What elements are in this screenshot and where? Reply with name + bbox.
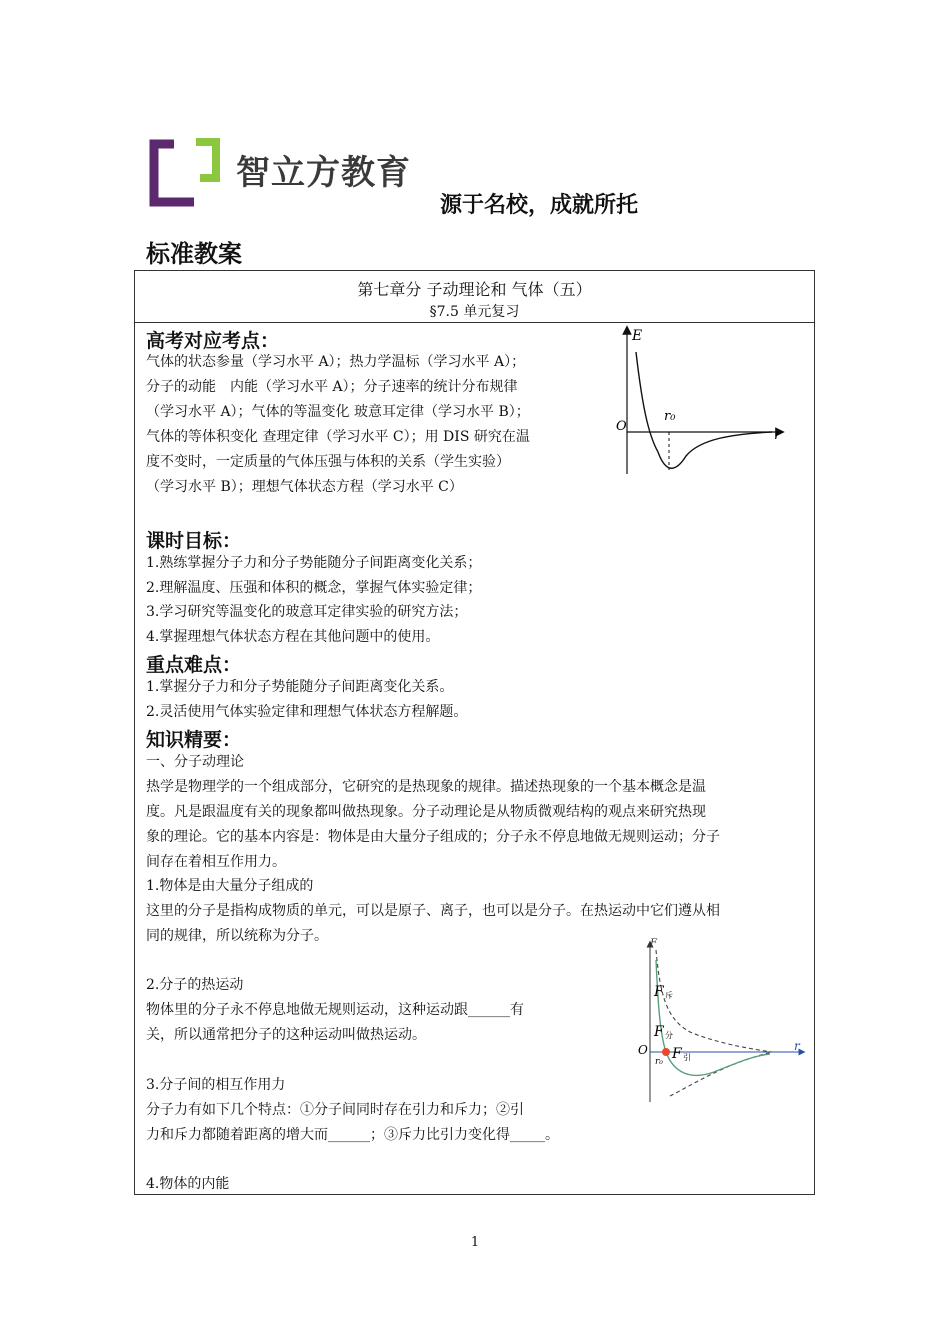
repulsion-sub: 斥	[665, 991, 673, 1000]
net-sub: 分	[665, 1031, 673, 1040]
exam-point-line: 分子的动能 内能（学习水平 A）；分子速率的统计分布规律	[146, 379, 518, 395]
net-label: F	[654, 1024, 664, 1040]
objective-item: 3.学习研究等温变化的玻意耳定律实验的研究方法；	[146, 604, 468, 620]
molecular-force-figure	[634, 934, 810, 1106]
objective-item: 1.熟练掌握分子力和分子势能随分子间距离变化关系；	[146, 555, 482, 571]
exam-points-heading: 高考对应考点：	[146, 330, 280, 352]
s1-line: 同的规律，所以统称为分子。	[146, 928, 328, 944]
energy-curve	[636, 352, 772, 468]
potential-energy-figure	[612, 324, 792, 484]
key-points-heading: 重点难点：	[146, 654, 242, 676]
exam-point-line: 气体的状态参量（学习水平 A）；热力学温标（学习水平 A）；	[146, 354, 526, 370]
page-number: 1	[470, 1235, 480, 1250]
force-origin-label: O	[638, 1043, 648, 1057]
s1-line: 这里的分子是指构成物质的单元，可以是原子、离子，也可以是分子。在热运动中它们遵从相	[146, 903, 720, 919]
s3-line: 力和斥力都随着距离的增大而______；③斥力比引力变化得_____。	[146, 1127, 559, 1143]
intro-line: 热学是物理学的一个组成部分，它研究的是热现象的规律。描述热现象的一个基本概念是温	[146, 779, 706, 795]
objective-item: 4.掌握理想气体状态方程在其他问题中的使用。	[146, 629, 440, 645]
knowledge-heading: 知识精要：	[146, 729, 242, 751]
s2-title: 2.分子的热运动	[146, 977, 244, 993]
logo-mark	[148, 138, 222, 208]
y-axis-label: E	[632, 328, 643, 344]
part1-title: 一、分子动理论	[146, 754, 244, 770]
intro-line: 度。凡是跟温度有关的现象都叫做热现象。分子动理论是从物质微观结构的观点来研究热现	[146, 804, 706, 820]
key-point-item: 1.掌握分子力和分子势能随分子间距离变化关系。	[146, 679, 454, 695]
s2-line: 物体里的分子永不停息地做无规则运动，这种运动跟______有	[146, 1002, 524, 1018]
r0-label: r₀	[664, 409, 676, 424]
chapter-title: 第七章分 子动理论和 气体（五）	[357, 280, 592, 299]
title-divider	[134, 322, 815, 323]
origin-label: O	[616, 419, 627, 434]
x-axis-label: r	[774, 427, 781, 443]
s3-line: 分子力有如下几个特点：①分子间同时存在引力和斥力；②引	[146, 1102, 524, 1118]
s4-title: 4.物体的内能	[146, 1176, 230, 1192]
s2-line: 关，所以通常把分子的这种运动叫做热运动。	[146, 1027, 426, 1043]
attraction-label: F	[672, 1046, 682, 1062]
intro-line: 象的理论。它的基本内容是：物体是由大量分子组成的；分子永不停息地做无规则运动；分子	[146, 829, 720, 845]
exam-point-line: 气体的等体积变化 查理定律（学习水平 C）；用 DIS 研究在温	[146, 429, 530, 445]
exam-point-line: 度不变时，一定质量的气体压强与体积的关系（学生实验）	[146, 454, 510, 470]
exam-point-line: （学习水平 B）；理想气体状态方程（学习水平 C）	[146, 479, 463, 495]
intro-line: 间存在着相互作用力。	[146, 854, 286, 870]
repulsion-label: F	[654, 984, 664, 1000]
exam-point-line: （学习水平 A）；气体的等温变化 玻意耳定律（学习水平 B）；	[146, 404, 530, 420]
s1-title: 1.物体是由大量分子组成的	[146, 878, 314, 894]
doc-label: 标准教案	[146, 240, 242, 268]
logo-name: 智立方教育	[236, 153, 411, 193]
section-title: §7.5 单元复习	[429, 304, 520, 320]
slogan: 源于名校，成就所托	[440, 193, 639, 218]
objectives-heading: 课时目标：	[146, 530, 242, 552]
force-y-label: F	[650, 938, 657, 949]
force-x-label: r	[794, 1039, 800, 1053]
attraction-sub: 引	[683, 1053, 691, 1062]
objective-item: 2.理解温度、压强和体积的概念，掌握气体实验定律；	[146, 580, 482, 596]
force-r0-label: r₀	[655, 1057, 663, 1067]
key-point-item: 2.灵活使用气体实验定律和理想气体状态方程解题。	[146, 704, 468, 720]
s3-title: 3.分子间的相互作用力	[146, 1077, 286, 1093]
repulsion-curve	[656, 950, 772, 1052]
equilibrium-dot	[662, 1048, 670, 1056]
